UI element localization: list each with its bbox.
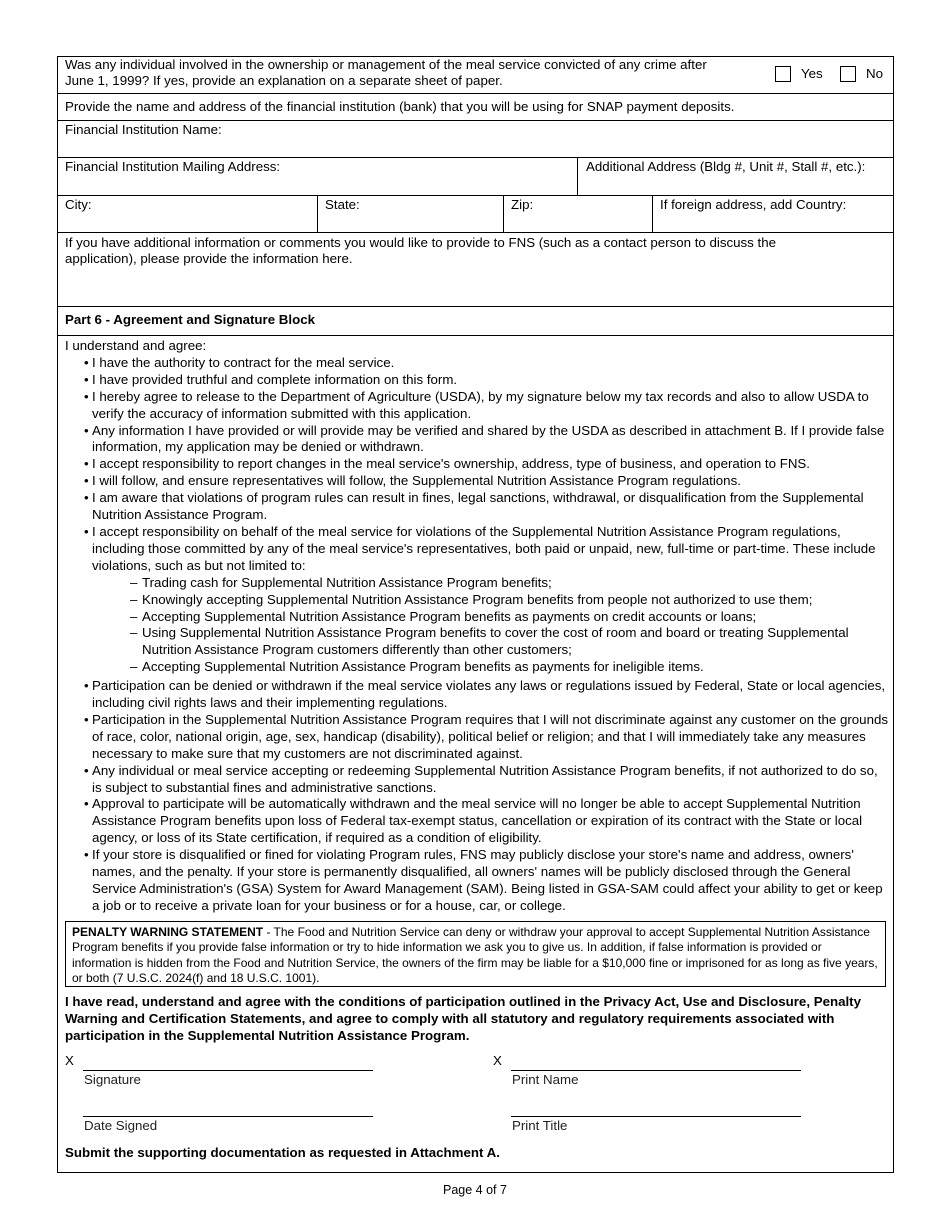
date-signed-label: Date Signed (84, 1118, 158, 1133)
penalty-warning-text: - The Food and Nutrition Service can deny or withdraw your approval to accept Supplemental Nutrition Assistance Program benefits if you provide false information or try to hide information we ask you to give us. In addition, if false information is provided or information is hidden from the Food and Nutrition Service, the owners of the firm may be liable for a $10,000 fine or imprisoned for as long as five years, or both (7 U.S.C. 2024(f) and 18 U.S.C. 1001). (72, 925, 878, 985)
agreement-item: • Approval to participate will be automatically withdrawn and the meal service will no longer be able to accept Supplemental Nutrition Assistance Program benefits upon loss of Federal tax-exempt status, cancellation or expiration of its contract with the State or local agency, or loss of its State certification, if required as a condition of eligibility. (65, 796, 890, 847)
country-label: If foreign address, add Country: (660, 197, 847, 212)
mailing-address-label: Financial Institution Mailing Address: (65, 159, 281, 174)
agreement-block (65, 338, 890, 915)
agreement-item: • If your store is disqualified or fined for violating Program rules, FNS may publicly disclose your store's name and address, owners' names, and the penalty. If your store is permanently disqualified, all owners' names will be publicly disclosed through the General Service Administration's (GSA) System for Award Management (SAM). Being listed in GSA-SAM could affect your ability to get or keep a job or to receive a private loan for your business or for a house, car, or college. (65, 847, 890, 915)
conviction-question-line1: Was any individual involved in the ownership or management of the meal service convicted of any crime after (65, 57, 707, 72)
agreement-lead: I understand and agree: (65, 338, 207, 353)
violation-item: – Trading cash for Supplemental Nutrition Assistance Program benefits; (65, 575, 890, 592)
country-field[interactable] (653, 196, 893, 231)
no-label: No (866, 66, 883, 81)
conviction-question (65, 57, 707, 89)
city-field[interactable] (58, 196, 316, 231)
comments-line1: If you have additional information or comments you would like to provide to FNS (such as a contact person to discuss the (65, 235, 777, 250)
comments-line2: application), please provide the information here. (65, 251, 353, 266)
violation-item: – Accepting Supplemental Nutrition Assistance Program benefits as payments on credit accounts or loans; (65, 609, 890, 626)
yes-label: Yes (801, 66, 823, 81)
agreement-item: • I hereby agree to release to the Department of Agriculture (USDA), by my signature below my tax records and also to allow USDA to verify the accuracy of information submitted with this application. (65, 389, 890, 423)
no-checkbox[interactable] (840, 66, 856, 82)
conviction-question-line2: June 1, 1999? If yes, provide an explanation on a separate sheet of paper. (65, 73, 503, 88)
bank-intro: Provide the name and address of the financial institution (bank) that you will be using for SNAP payment deposits. (65, 99, 735, 114)
certification-statement: I have read, understand and agree with the conditions of participation outlined in the Privacy Act, Use and Disclosure, Penalty Warning and Certification Statements, and agree to comply with all statutory and regulatory requirements associated with participation in the Supplemental Nutrition Assistance Program. (65, 994, 862, 1044)
additional-address-label: Additional Address (Bldg #, Unit #, Stall #, etc.): (586, 159, 866, 174)
mailing-address-field[interactable] (58, 158, 576, 194)
signature-x-mark: X (65, 1053, 74, 1068)
date-signed-line[interactable] (83, 1116, 373, 1117)
page-number: Page 4 of 7 (443, 1183, 507, 1197)
part6-heading: Part 6 - Agreement and Signature Block (65, 312, 315, 327)
financial-institution-name-field[interactable] (58, 121, 893, 156)
print-name-label: Print Name (512, 1072, 579, 1087)
state-field[interactable] (318, 196, 502, 231)
violation-item: – Using Supplemental Nutrition Assistance Program benefits to cover the cost of room and board or treating Supplemental Nutrition Assistance Program customers differently than other customers; (65, 625, 890, 659)
penalty-warning-title: PENALTY WARNING STATEMENT (72, 925, 264, 939)
agreement-item: • I am aware that violations of program rules can result in fines, legal sanctions, withdrawal, or disqualification from the Supplemental Nutrition Assistance Program. (65, 490, 890, 524)
zip-field[interactable] (504, 196, 651, 231)
agreement-item: • I accept responsibility to report changes in the meal service's ownership, address, type of business, and operation to FNS. (65, 456, 890, 473)
violation-item: – Knowingly accepting Supplemental Nutrition Assistance Program benefits from people not authorized to use them; (65, 592, 890, 609)
agreement-list-top (65, 355, 890, 575)
divider (57, 306, 894, 307)
agreement-item: • I accept responsibility on behalf of the meal service for violations of the Supplemental Nutrition Assistance Program regulations, including those committed by any of the meal service's representatives, both paid or unpaid, new, full-time or part-time. These include violations, such as but not limited to: (65, 524, 890, 575)
print-title-line[interactable] (511, 1116, 801, 1117)
yes-checkbox[interactable] (775, 66, 791, 82)
penalty-warning-box (65, 921, 886, 987)
agreement-item: • Participation can be denied or withdrawn if the meal service violates any laws or regulations issued by Federal, State or local agencies, including civil rights laws and their implementing regulations. (65, 678, 890, 712)
submit-note: Submit the supporting documentation as requested in Attachment A. (65, 1145, 500, 1160)
violation-item: – Accepting Supplemental Nutrition Assistance Program benefits as payments for ineligible items. (65, 659, 890, 676)
divider (57, 335, 894, 336)
agreement-item: • Any information I have provided or will provide may be verified and shared by the USDA as described in attachment B. If I provide false information, my application may be denied or withdrawn. (65, 423, 890, 457)
agreement-list-bottom (65, 678, 890, 915)
divider (57, 93, 894, 94)
print-name-x-mark: X (493, 1053, 502, 1068)
agreement-item: • Participation in the Supplemental Nutrition Assistance Program requires that I will not discriminate against any customer on the grounds of race, color, national origin, age, sex, handicap (disability), political belief or religion; and that I will immediately take any measures necessary to make sure that my customers are not discriminated against. (65, 712, 890, 763)
print-title-label: Print Title (512, 1118, 568, 1133)
divider (57, 232, 894, 233)
violations-list (65, 575, 890, 676)
agreement-item: • Any individual or meal service accepting or redeeming Supplemental Nutrition Assistance Program benefits, if not authorized to do so, is subject to substantial fines and administrative sanctions. (65, 763, 890, 797)
financial-institution-name-label: Financial Institution Name: (65, 122, 222, 137)
state-label: State: (325, 197, 360, 212)
comments-field[interactable] (58, 268, 893, 305)
agreement-item: • I have provided truthful and complete information on this form. (65, 372, 890, 389)
agreement-item: • I have the authority to contract for the meal service. (65, 355, 890, 372)
signature-line[interactable] (83, 1070, 373, 1071)
comments-instructions (65, 235, 776, 267)
additional-address-field[interactable] (578, 158, 893, 194)
city-label: City: (65, 197, 92, 212)
zip-label: Zip: (511, 197, 534, 212)
print-name-line[interactable] (511, 1070, 801, 1071)
agreement-item: • I will follow, and ensure representatives will follow, the Supplemental Nutrition Assistance Program regulations. (65, 473, 890, 490)
signature-label: Signature (84, 1072, 141, 1087)
